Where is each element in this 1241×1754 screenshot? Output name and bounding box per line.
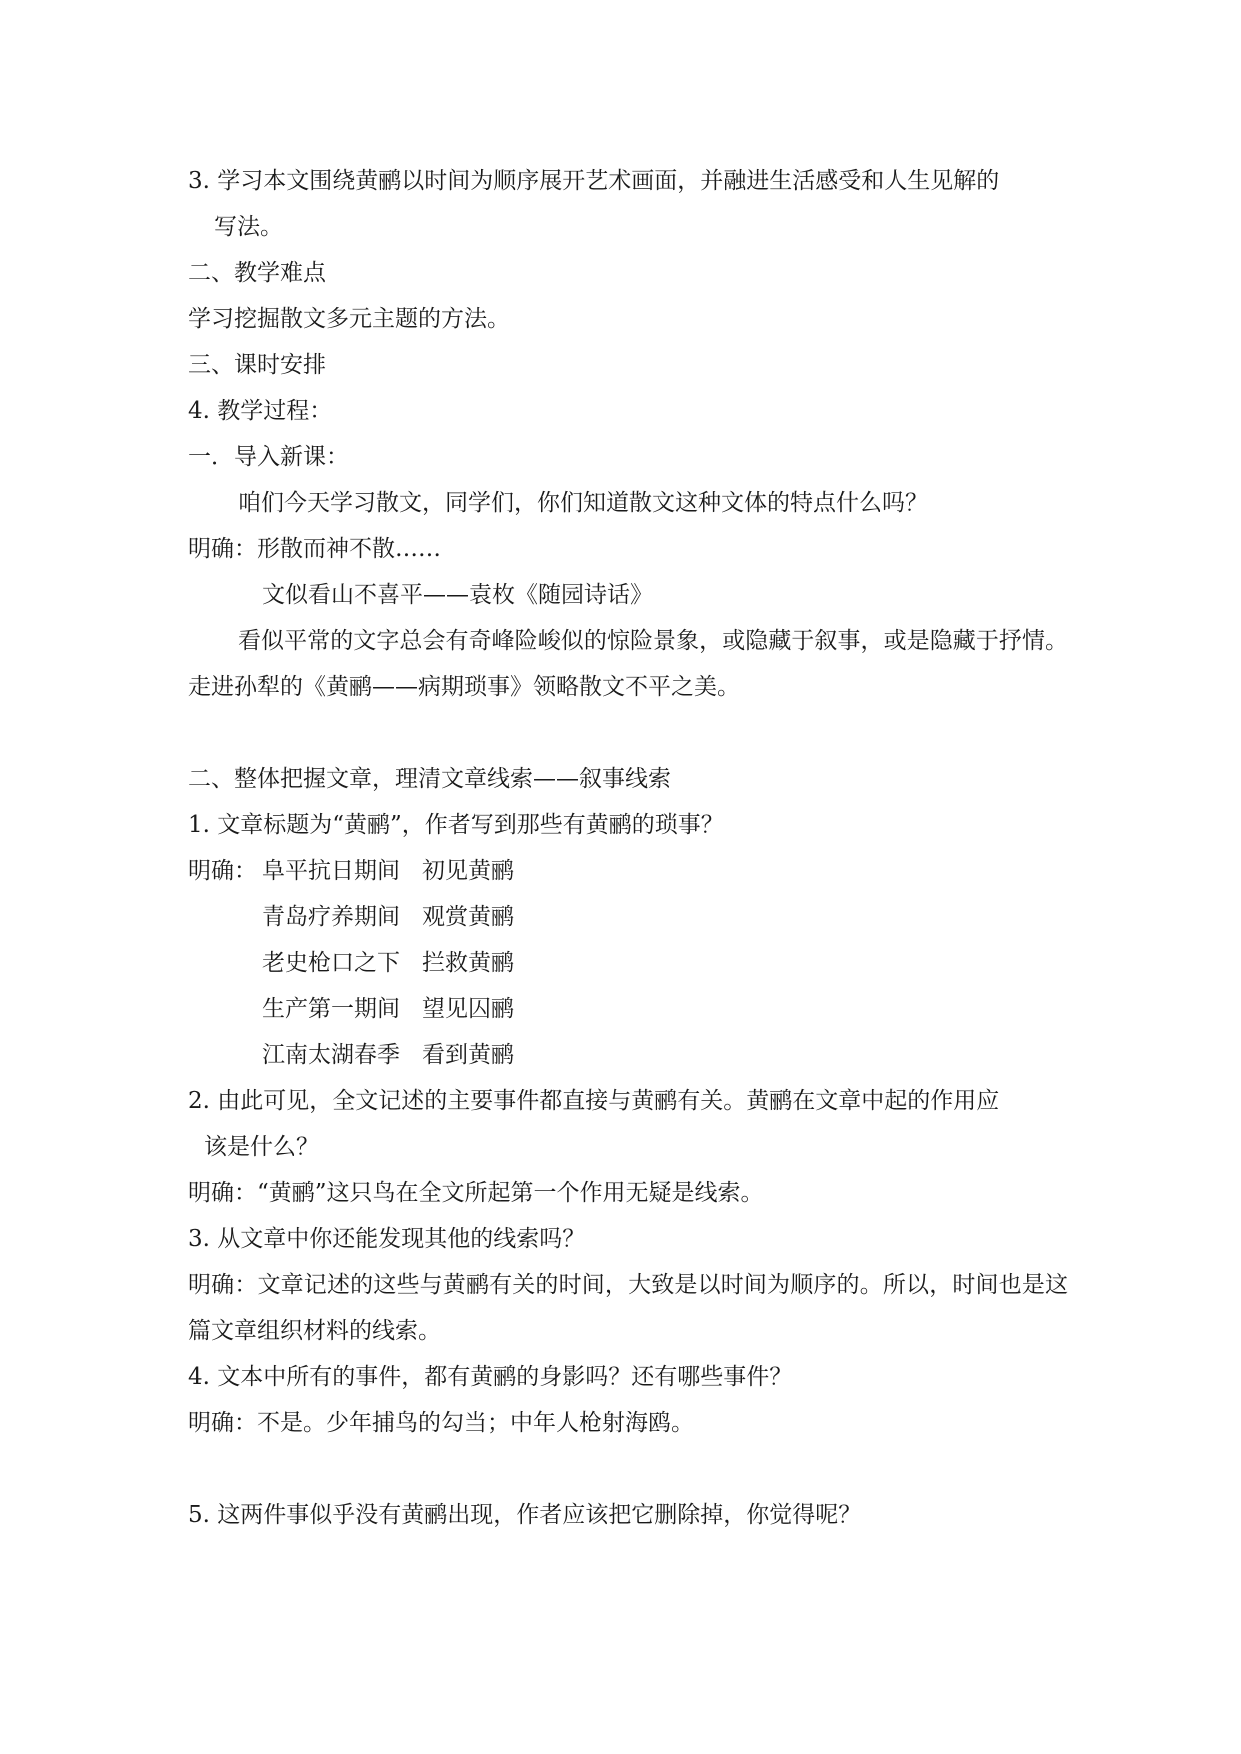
event-place: 江南太湖春季 bbox=[262, 1042, 400, 1068]
event-name: 看到黄鹂 bbox=[422, 1042, 514, 1068]
answer-4: 明确：不是。少年捕鸟的勾当；中年人枪射海鸥。 bbox=[188, 1410, 694, 1436]
event-name: 观赏黄鹂 bbox=[422, 904, 514, 930]
event-row bbox=[188, 848, 1068, 894]
question-4: 4. 文本中所有的事件，都有黄鹂的身影吗？还有哪些事件？ bbox=[188, 1364, 793, 1390]
event-name: 初见黄鹂 bbox=[422, 858, 514, 884]
question-2-line1: 2. 由此可见，全文记述的主要事件都直接与黄鹂有关。黄鹂在文章中起的作用应 bbox=[188, 1088, 1000, 1114]
event-name: 望见囚鹂 bbox=[422, 996, 514, 1022]
objective-3-line2: 写法。 bbox=[214, 214, 283, 240]
section-heading-overview: 二、整体把握文章，理清文章线索——叙事线索 bbox=[188, 766, 671, 792]
event-place: 阜平抗日期间 bbox=[262, 858, 400, 884]
question-2-line2: 该是什么？ bbox=[204, 1134, 319, 1160]
event-place: 青岛疗养期间 bbox=[262, 904, 400, 930]
question-3: 3. 从文章中你还能发现其他的线索吗？ bbox=[188, 1226, 586, 1252]
difficulty-text: 学习挖掘散文多元主题的方法。 bbox=[188, 306, 510, 332]
spacer bbox=[188, 710, 1068, 756]
event-row bbox=[188, 986, 1068, 1032]
intro-heading: 一．导入新课： bbox=[188, 444, 349, 470]
event-place: 老史枪口之下 bbox=[262, 950, 400, 976]
answer-form: 明确：形散而神不散…… bbox=[188, 536, 441, 562]
answer-label: 明确： bbox=[188, 858, 257, 884]
event-place: 生产第一期间 bbox=[262, 996, 400, 1022]
intro-paragraph: 看似平常的文字总会有奇峰险峻似的惊险景象，或隐藏于叙事，或是隐藏于抒情。走进孙犁的《黄鹂——病期琐事》领略散文不平之美。 bbox=[188, 628, 1068, 700]
question-1: 1. 文章标题为“黄鹂”，作者写到那些有黄鹂的琐事？ bbox=[188, 812, 724, 838]
section-heading-difficulty: 二、教学难点 bbox=[188, 260, 326, 286]
event-row bbox=[188, 894, 1068, 940]
answer-3: 明确：文章记述的这些与黄鹂有关的时间，大致是以时间为顺序的。所以，时间也是这篇文章组织材料的线索。 bbox=[188, 1272, 1068, 1344]
intro-question: 咱们今天学习散文，同学们，你们知道散文这种文体的特点什么吗？ bbox=[238, 490, 928, 516]
teaching-process-heading: 4. 教学过程： bbox=[188, 398, 333, 424]
document-body bbox=[188, 158, 1068, 1538]
event-name: 拦救黄鹂 bbox=[422, 950, 514, 976]
section-heading-schedule: 三、课时安排 bbox=[188, 352, 326, 378]
event-row bbox=[188, 940, 1068, 986]
objective-3-line1: 3. 学习本文围绕黄鹂以时间为顺序展开艺术画面，并融进生活感受和人生见解的 bbox=[188, 168, 1000, 194]
question-5: 5. 这两件事似乎没有黄鹂出现，作者应该把它删除掉，你觉得呢？ bbox=[188, 1502, 862, 1528]
event-row bbox=[188, 1032, 1068, 1078]
quote-line: 文似看山不喜平——袁枚《随园诗话》 bbox=[262, 582, 653, 608]
spacer bbox=[188, 1446, 1068, 1492]
answer-2: 明确：“黄鹂”这只鸟在全文所起第一个作用无疑是线索。 bbox=[188, 1180, 764, 1206]
